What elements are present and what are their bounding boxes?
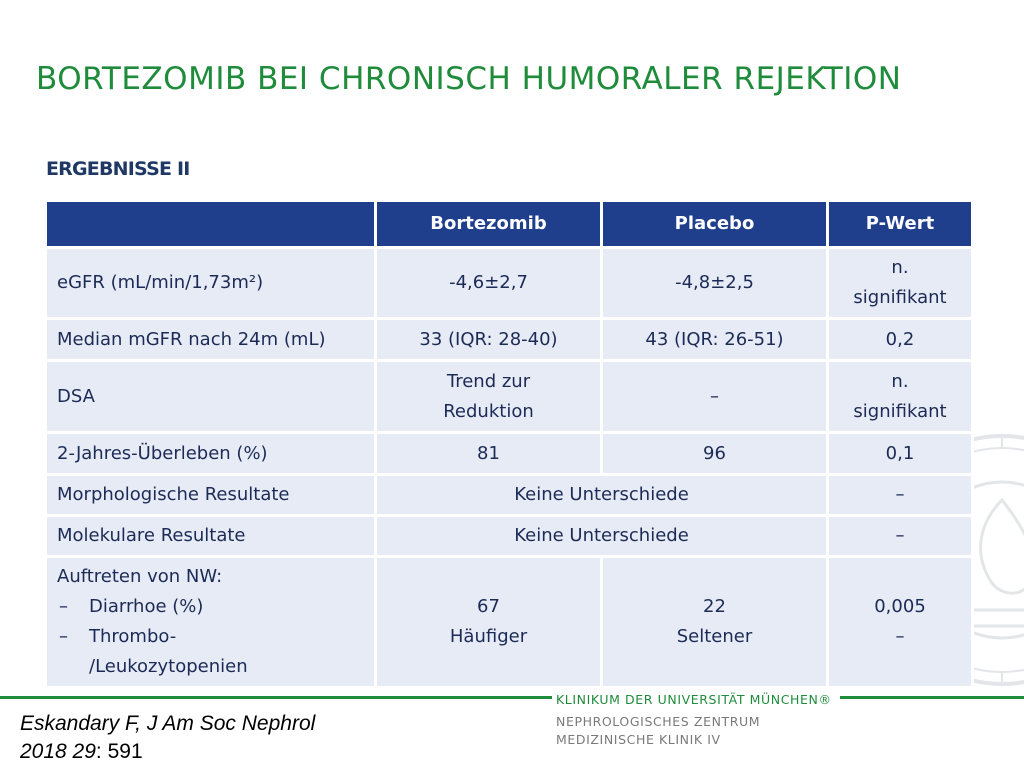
cell-egfr-bortezomib: -4,6±2,7 <box>376 248 602 319</box>
clinic-department: NEPHROLOGISCHES ZENTRUM <box>556 714 761 729</box>
table-row-egfr <box>46 248 973 319</box>
row-label-side-effects <box>46 557 376 688</box>
row-label-egfr: eGFR (mL/min/1,73m²) <box>46 248 376 319</box>
cell-morphology-p: – <box>828 475 973 516</box>
cell-dsa-p-line1: n. <box>891 370 909 392</box>
header-empty-cell <box>46 201 376 248</box>
list-item-diarrhoe <box>57 592 366 622</box>
clinic-subdepartment: MEDIZINISCHE KLINIK IV <box>556 732 721 747</box>
table-row-morphology <box>46 475 973 516</box>
cell-dsa-placebo: – <box>602 361 828 433</box>
list-item-thrombo-line1: Thrombo- <box>89 626 177 647</box>
cell-molecular-p: – <box>828 516 973 557</box>
cell-morphology-combined: Keine Unterschiede <box>376 475 828 516</box>
cell-side-effects-placebo-line2: Seltener <box>676 626 753 647</box>
cell-side-effects-p-line2: – <box>895 626 905 647</box>
footer-divider-left <box>0 696 552 699</box>
clinic-name: KLINIKUM DER UNIVERSITÄT MÜNCHEN® <box>556 692 832 707</box>
cell-dsa-p-line2: signifikant <box>853 400 947 422</box>
cell-egfr-p-line1: n. <box>891 257 909 278</box>
table-row-mgfr <box>46 319 973 361</box>
citation-line2 <box>20 738 315 766</box>
cell-egfr-placebo: -4,8±2,5 <box>602 248 828 319</box>
cell-mgfr-p: 0,2 <box>828 319 973 361</box>
dash-bullet-icon: – <box>59 626 68 647</box>
citation-line1: Eskandary F, J Am Soc Nephrol <box>20 712 316 735</box>
table-row-molecular <box>46 516 973 557</box>
row-label-molecular: Molekulare Resultate <box>46 516 376 557</box>
cell-side-effects-placebo <box>602 557 828 688</box>
cell-side-effects-p <box>828 557 973 688</box>
table-row-survival <box>46 433 973 475</box>
cell-survival-placebo: 96 <box>602 433 828 475</box>
section-subtitle: ERGEBNISSE II <box>46 158 190 180</box>
header-p-wert: P-Wert <box>828 201 973 248</box>
cell-dsa-bortezomib <box>376 361 602 433</box>
cell-side-effects-bortezomib-line1: 67 <box>477 596 500 617</box>
cell-side-effects-placebo-line1: 22 <box>703 596 726 617</box>
table-row-side-effects <box>46 557 973 688</box>
cell-dsa-bortezomib-line1: Trend zur <box>446 370 531 392</box>
clinic-branding <box>556 692 832 747</box>
row-label-mgfr: Median mGFR nach 24m (mL) <box>46 319 376 361</box>
cell-side-effects-bortezomib <box>376 557 602 688</box>
dash-bullet-icon: – <box>59 596 68 617</box>
footer-divider-right <box>840 696 1024 699</box>
cell-mgfr-placebo: 43 (IQR: 26-51) <box>602 319 828 361</box>
cell-dsa-p <box>828 361 973 433</box>
table-header-row <box>46 201 973 248</box>
list-item-diarrhoe-label: Diarrhoe (%) <box>89 596 204 617</box>
header-placebo: Placebo <box>602 201 828 248</box>
cell-dsa-bortezomib-line2: Reduktion <box>443 400 534 422</box>
citation-page: : 591 <box>95 740 143 763</box>
cell-survival-p: 0,1 <box>828 433 973 475</box>
results-table <box>44 199 974 689</box>
side-effects-heading: Auftreten von NW: <box>57 566 223 587</box>
header-bortezomib: Bortezomib <box>376 201 602 248</box>
cell-egfr-p <box>828 248 973 319</box>
row-label-survival: 2-Jahres-Überleben (%) <box>46 433 376 475</box>
citation-year-volume: 2018 29 <box>20 740 96 763</box>
side-effects-list <box>57 592 366 682</box>
row-label-morphology: Morphologische Resultate <box>46 475 376 516</box>
row-label-dsa: DSA <box>46 361 376 433</box>
page-title: BORTEZOMIB BEI CHRONISCH HUMORALER REJEKTION <box>36 61 902 97</box>
cell-survival-bortezomib: 81 <box>376 433 602 475</box>
table-row-dsa <box>46 361 973 433</box>
cell-egfr-p-line2: signifikant <box>853 287 947 308</box>
list-item-thrombo-line2: /Leukozytopenien <box>89 656 248 677</box>
list-item-thrombo <box>57 622 366 682</box>
cell-mgfr-bortezomib: 33 (IQR: 28-40) <box>376 319 602 361</box>
citation <box>20 710 315 766</box>
cell-side-effects-p-line1: 0,005 <box>874 596 926 617</box>
cell-molecular-combined: Keine Unterschiede <box>376 516 828 557</box>
cell-side-effects-bortezomib-line2: Häufiger <box>449 626 528 647</box>
